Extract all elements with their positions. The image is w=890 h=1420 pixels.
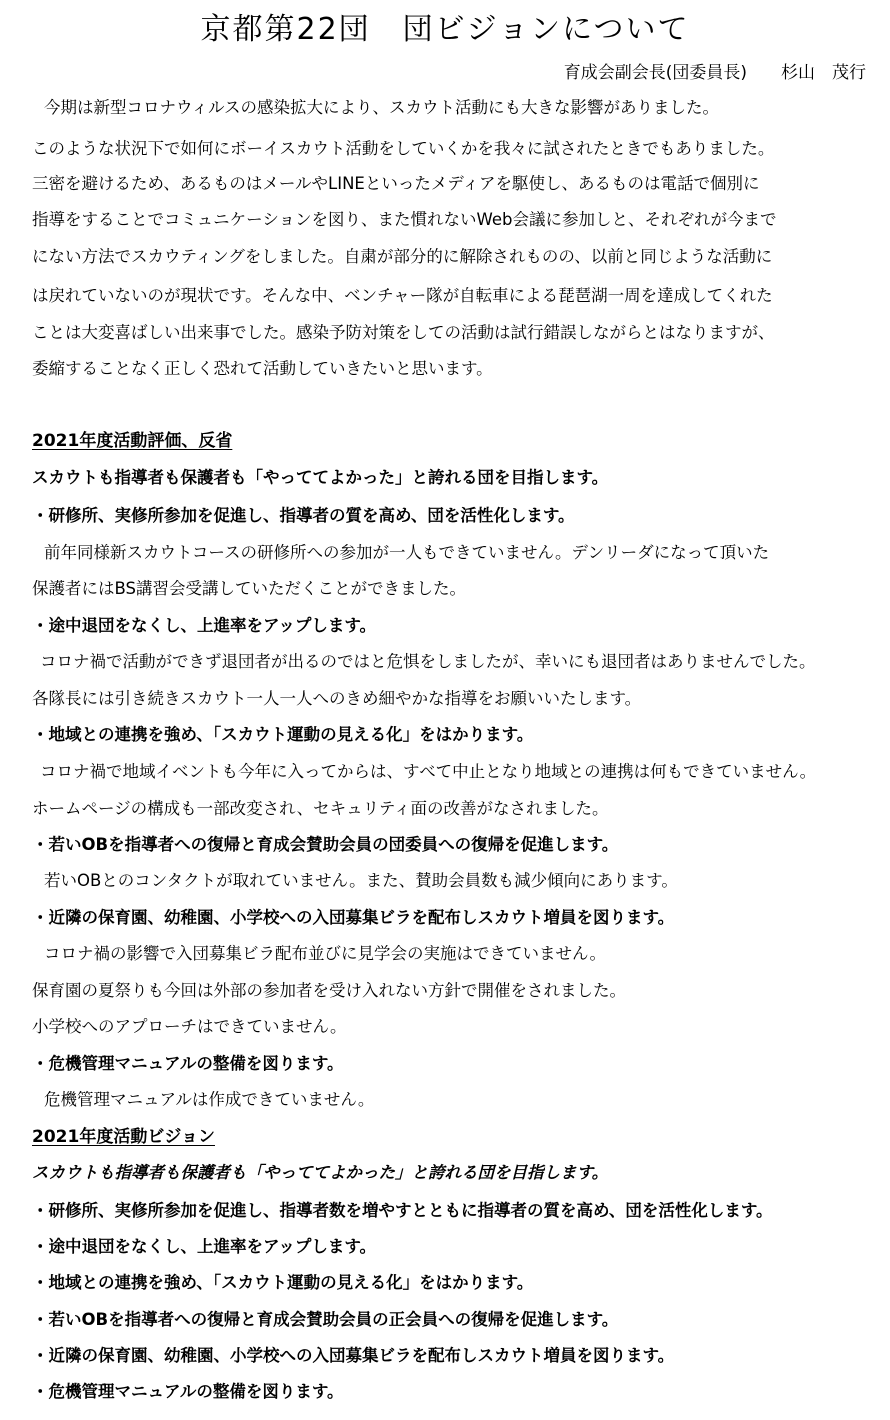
vision-item: ・途中退団をなくし、上進率をアップします。 xyxy=(32,1237,377,1256)
evaluation-line: 保護者にはBS講習会受講していただくことができました。 xyxy=(32,579,467,598)
vision-item: ・地域との連携を強め、「スカウト運動の見える化」をはかります。 xyxy=(32,1273,534,1292)
evaluation-line: コロナ禍の影響で入団募集ビラ配布並びに見学会の実施はできていません。 xyxy=(44,944,606,963)
evaluation-heading: 2021年度活動評価、反省 xyxy=(32,431,233,451)
intro-line: 今期は新型コロナウィルスの感染拡大により、スカウト活動にも大きな影響がありました。 xyxy=(44,98,720,117)
author-name: 杉山 茂行 xyxy=(781,63,866,83)
vision-item: ・研修所、実修所参加を促進し、指導者数を増やすとともに指導者の質を高め、団を活性化します。 xyxy=(32,1201,773,1220)
evaluation-line: ・地域との連携を強め、「スカウト運動の見える化」をはかります。 xyxy=(32,725,534,744)
intro-line: このような状況下で如何にボーイスカウト活動をしていくかを我々に試されたときでもありました。 xyxy=(32,139,775,158)
intro-line: 指導をすることでコミュニケーションを図り、また慣れないWeb会議に参加しと、それぞれが今まで xyxy=(32,210,777,229)
vision-item: ・若いOBを指導者への復帰と育成会賛助会員の正会員への復帰を促進します。 xyxy=(32,1310,619,1329)
evaluation-line: 小学校へのアプローチはできていません。 xyxy=(32,1017,347,1036)
vision-item: ・近隣の保育園、幼稚園、小学校への入団募集ビラを配布しスカウト増員を図ります。 xyxy=(32,1346,675,1365)
evaluation-line: ・危機管理マニュアルの整備を図ります。 xyxy=(32,1054,344,1073)
evaluation-line: 保育園の夏祭りも今回は外部の参加者を受け入れない方針で開催をされました。 xyxy=(32,981,626,1000)
vision-heading: 2021年度活動ビジョン xyxy=(32,1127,215,1147)
evaluation-line: ・近隣の保育園、幼稚園、小学校への入団募集ビラを配布しスカウト増員を図ります。 xyxy=(32,908,675,927)
page-title: 京都第22団 団ビジョンについて xyxy=(200,12,690,47)
evaluation-line: ・研修所、実修所参加を促進し、指導者の質を高め、団を活性化します。 xyxy=(32,506,575,525)
evaluation-line: ホームページの構成も一部改変され、セキュリティ面の改善がなされました。 xyxy=(32,799,609,818)
evaluation-line: 危機管理マニュアルは作成できていません。 xyxy=(44,1090,375,1109)
author-position: 育成会副会長(団委員長) xyxy=(563,63,747,83)
vision-item: ・危機管理マニュアルの整備を図ります。 xyxy=(32,1382,344,1401)
evaluation-line: コロナ禍で活動ができず退団者が出るのではと危惧をしましたが、幸いにも退団者はありませんでした。 xyxy=(40,652,816,671)
evaluation-line: 各隊長には引き続きスカウト一人一人へのきめ細やかな指導をお願いいたします。 xyxy=(32,689,642,708)
intro-line: は戻れていないのが現状です。そんな中、ベンチャー隊が自転車による琵琶湖一周を達成してくれた xyxy=(32,286,773,305)
intro-line: 委縮することなく正しく恐れて活動していきたいと思います。 xyxy=(32,359,493,378)
author-line xyxy=(564,60,866,86)
intro-line: ことは大変喜ばしい出来事でした。感染予防対策をしての活動は試行錯誤しながらとはなりますが、 xyxy=(32,323,775,342)
evaluation-line: ・若いOBを指導者への復帰と育成会賛助会員の団委員への復帰を促進します。 xyxy=(32,835,619,854)
vision-motto: スカウトも指導者も保護者も「やっててよかった」と誇れる団を目指します。 xyxy=(32,1163,609,1182)
evaluation-line: 前年同様新スカウトコースの研修所への参加が一人もできていません。デンリーダになって頂いた xyxy=(44,543,770,562)
evaluation-line: コロナ禍で地域イベントも今年に入ってからは、すべて中止となり地域との連携は何もできていません。 xyxy=(40,762,817,781)
intro-line: にない方法でスカウティングをしました。自粛が部分的に解除されものの、以前と同じような活動に xyxy=(32,247,773,266)
evaluation-motto: スカウトも指導者も保護者も「やっててよかった」と誇れる団を目指します。 xyxy=(32,468,609,487)
evaluation-line: ・途中退団をなくし、上進率をアップします。 xyxy=(32,616,377,635)
intro-line: 三密を避けるため、あるものはメールやLINEといったメディアを駆使し、あるものは電話で個別に xyxy=(32,174,760,193)
evaluation-line: 若いOBとのコンタクトが取れていません。また、賛助会員数も減少傾向にあります。 xyxy=(44,871,678,890)
